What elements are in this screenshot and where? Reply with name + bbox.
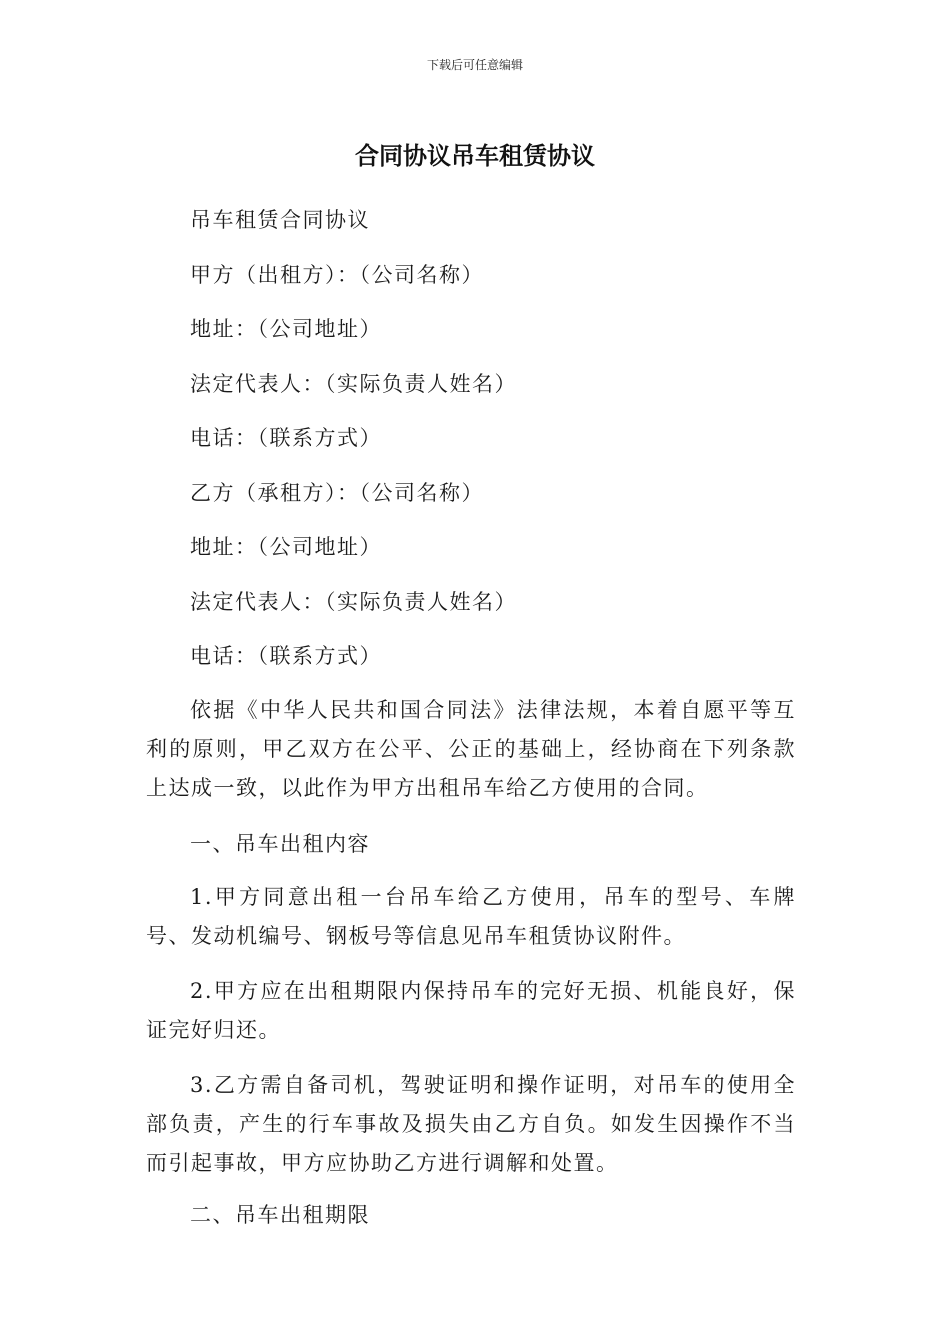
party-b-address: 地址：（公司地址） <box>190 535 382 559</box>
header-note: 下载后可任意编辑 <box>426 58 523 72</box>
clause-1: 1.甲方同意出租一台吊车给乙方使用，吊车的型号、车牌号、发动机编号、钢板号等信息见吊车租赁协议附件。 <box>146 885 796 948</box>
section-1-heading: 一、吊车出租内容 <box>190 831 370 856</box>
clause-2: 2.甲方应在出租期限内保持吊车的完好无损、机能良好，保证完好归还。 <box>146 979 796 1042</box>
document-title: 合同协议吊车租赁协议 <box>355 142 595 170</box>
party-a-representative: 法定代表人：（实际负责人姓名） <box>190 371 517 396</box>
party-a-address: 地址：（公司地址） <box>190 317 382 341</box>
document-body <box>146 200 796 1250</box>
party-b-name: 乙方（承租方）：（公司名称） <box>190 480 484 505</box>
subtitle-line: 吊车租赁合同协议 <box>190 208 370 232</box>
section-2-heading: 二、吊车出租期限 <box>190 1203 370 1227</box>
party-a-name: 甲方（出租方）：（公司名称） <box>190 262 484 287</box>
party-b-representative: 法定代表人：（实际负责人姓名） <box>190 589 517 614</box>
party-b-phone: 电话：（联系方式） <box>190 644 382 668</box>
party-a-phone: 电话：（联系方式） <box>190 426 382 450</box>
clause-3: 3.乙方需自备司机，驾驶证明和操作证明，对吊车的使用全部负责，产生的行车事故及损失由乙方自负。如发生因操作不当而引起事故，甲方应协助乙方进行调解和处置。 <box>146 1073 796 1175</box>
intro-paragraph: 依据《中华人民共和国合同法》法律法规，本着自愿平等互利的原则，甲乙双方在公平、公正的基础上，经协商在下列条款上达成一致，以此作为甲方出租吊车给乙方使用的合同。 <box>146 697 796 800</box>
